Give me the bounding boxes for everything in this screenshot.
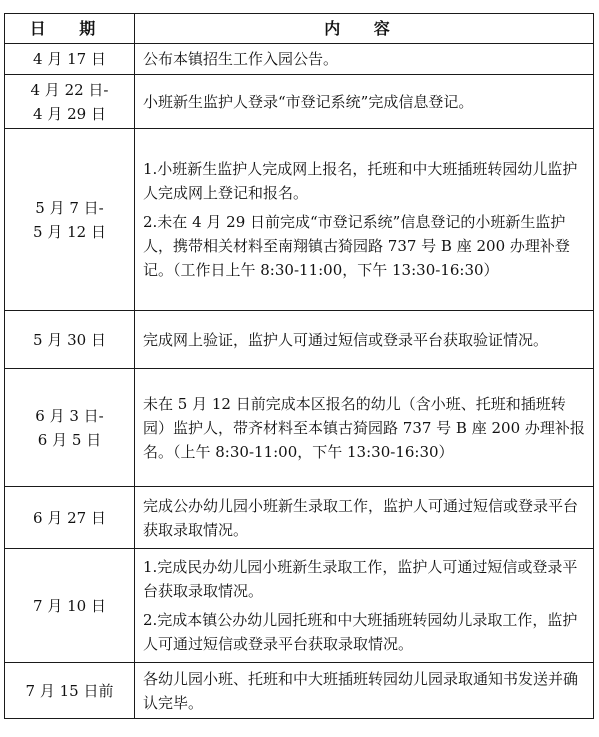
table-row: [5, 44, 594, 75]
table-row: [5, 549, 594, 663]
table-row: [5, 311, 594, 369]
date-line: 5 月 30 日: [33, 330, 106, 349]
content-cell: [135, 75, 594, 129]
content-cell: [135, 369, 594, 487]
date-cell: [5, 75, 135, 129]
date-line: 6 月 27 日: [33, 508, 106, 527]
date-column-header: 日 期: [5, 14, 135, 44]
date-line: 7 月 15 日前: [25, 681, 114, 700]
content-paragraph: 小班新生监护人登录“市登记系统”完成信息登记。: [143, 92, 474, 111]
table-row: [5, 663, 594, 719]
date-line: 5 月 7 日-: [35, 198, 104, 217]
date-line: 5 月 12 日: [33, 222, 106, 241]
content-paragraph: 公布本镇招生工作入园公告。: [143, 50, 339, 68]
date-line: 7 月 10 日: [33, 596, 106, 615]
date-cell: [5, 663, 135, 719]
enrollment-schedule-table: [4, 13, 594, 719]
content-paragraph: 2.未在 4 月 29 日前完成“市登记系统”信息登记的小班新生监护人，携带相关材料至南翔镇古猗园路 737 号 B 座 200 办理补登记。（工作日上午 8:30-11:00，下午 13:30-16:30）: [143, 213, 570, 279]
date-cell: [5, 311, 135, 369]
date-line: 4 月 29 日: [33, 104, 106, 123]
content-cell: [135, 487, 594, 549]
content-cell: [135, 44, 594, 75]
table-row: [5, 129, 594, 311]
date-line: 6 月 3 日-: [35, 406, 104, 425]
content-paragraph: 未在 5 月 12 日前完成本区报名的幼儿（含小班、托班和插班转园）监护人，带齐材料至本镇古猗园路 737 号 B 座 200 办理补报名。（上午 8:30-11:00，下午 13:30-16:30）: [143, 394, 585, 461]
table-row: [5, 75, 594, 129]
content-cell: [135, 129, 594, 311]
content-paragraph: 完成网上验证，监护人可通过短信或登录平台获取验证情况。: [143, 330, 549, 349]
date-line: 4 月 22 日-: [30, 80, 109, 99]
schedule-wrapper: [4, 13, 593, 719]
date-line: 4 月 17 日: [33, 50, 106, 68]
date-line: 6 月 5 日: [37, 430, 102, 449]
date-cell: [5, 549, 135, 663]
date-cell: [5, 129, 135, 311]
content-paragraph: 2.完成本镇公办幼儿园托班和中大班插班转园幼儿录取工作，监护人可通过短信或登录平台获取录取情况。: [143, 611, 578, 653]
content-paragraph: 1.完成民办幼儿园小班新生录取工作，监护人可通过短信或登录平台获取录取情况。: [143, 558, 578, 600]
content-paragraph: 1.小班新生监护人完成网上报名，托班和中大班插班转园幼儿监护人完成网上登记和报名。: [143, 160, 578, 202]
date-cell: [5, 44, 135, 75]
content-column-header: 内 容: [135, 14, 594, 44]
content-cell: [135, 311, 594, 369]
content-paragraph: 完成公办幼儿园小班新生录取工作，监护人可通过短信或登录平台获取录取情况。: [143, 496, 579, 539]
content-paragraph: 各幼儿园小班、托班和中大班插班转园幼儿园录取通知书发送并确认完毕。: [143, 669, 579, 712]
content-cell: [135, 663, 594, 719]
date-cell: [5, 369, 135, 487]
table-row: [5, 369, 594, 487]
date-cell: [5, 487, 135, 549]
table-row: [5, 487, 594, 549]
content-cell: [135, 549, 594, 663]
table-header-row: [5, 14, 594, 44]
